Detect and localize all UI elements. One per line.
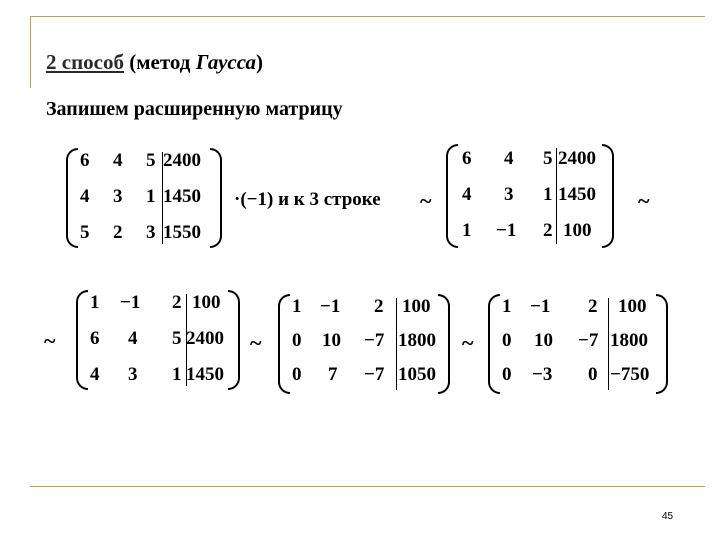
cell: 1 <box>462 220 472 241</box>
matrix-5 <box>488 294 668 394</box>
page-number: 45 <box>662 511 674 522</box>
cell: 1 <box>90 292 100 313</box>
cell: 1550 <box>163 222 201 243</box>
cell: −1 <box>120 292 141 313</box>
matrix-2-left-bracket <box>446 144 458 248</box>
title-paren-close: ) <box>256 50 263 74</box>
matrix-5-divider <box>608 298 609 390</box>
cell: 4 <box>462 184 472 205</box>
cell: 1 <box>543 184 553 205</box>
matrix-2-right-bracket <box>602 144 614 248</box>
cell: 1450 <box>558 184 596 205</box>
equivalence-sign-3: ~ <box>44 328 56 353</box>
cell: 100 <box>192 292 221 313</box>
cell: 100 <box>402 296 431 317</box>
cell: 0 <box>502 364 512 385</box>
cell: 5 <box>172 328 182 349</box>
cell: 3 <box>128 364 138 385</box>
cell: 7 <box>328 364 338 385</box>
equivalence-sign-4: ~ <box>250 330 262 355</box>
frame-left-line <box>30 16 31 88</box>
cell: 10 <box>322 330 341 351</box>
cell: 1450 <box>163 186 201 207</box>
cell: 1 <box>172 364 182 385</box>
cell: 2 <box>113 222 123 243</box>
cell: 3 <box>504 184 514 205</box>
matrix-1 <box>66 148 222 248</box>
matrix-1-right-bracket <box>210 148 222 248</box>
cell: 2 <box>588 296 598 317</box>
cell: 1050 <box>398 364 436 385</box>
cell: 3 <box>146 222 156 243</box>
matrix-4-right-bracket <box>438 294 450 394</box>
cell: 0 <box>588 364 598 385</box>
cell: 5 <box>146 150 156 171</box>
cell: −3 <box>532 364 553 385</box>
cell: 5 <box>80 222 90 243</box>
cell: 0 <box>292 364 302 385</box>
cell: 5 <box>543 148 553 169</box>
title-method-number: 2 способ <box>46 50 124 74</box>
cell: 4 <box>90 364 100 385</box>
title-paren-open: (метод <box>124 50 196 74</box>
cell: −7 <box>578 330 599 351</box>
cell: 1 <box>146 186 156 207</box>
cell: 1 <box>502 296 512 317</box>
cell: 1800 <box>398 330 436 351</box>
cell: 4 <box>80 186 90 207</box>
slide-title <box>46 50 263 75</box>
cell: 100 <box>618 296 647 317</box>
cell: 1450 <box>186 364 224 385</box>
cell: 2400 <box>558 148 596 169</box>
matrix-2-divider <box>556 148 557 244</box>
matrix-4-left-bracket <box>278 294 290 394</box>
cell: 4 <box>113 150 123 171</box>
cell: −750 <box>610 364 650 385</box>
cell: −1 <box>530 296 551 317</box>
frame-top-line <box>30 16 705 17</box>
matrix-5-right-bracket <box>656 294 668 394</box>
cell: 2 <box>172 292 182 313</box>
cell: −7 <box>364 364 385 385</box>
cell: 0 <box>502 330 512 351</box>
frame-bottom-line <box>30 486 705 487</box>
matrix-2 <box>446 144 614 248</box>
matrix-4-divider <box>396 298 397 390</box>
cell: 1 <box>292 296 302 317</box>
cell: 10 <box>534 330 553 351</box>
matrix-5-left-bracket <box>488 294 500 394</box>
row-operation-text: ·(−1) и к 3 строке <box>234 189 381 210</box>
cell: 2400 <box>163 150 201 171</box>
equivalence-sign-2: ~ <box>638 188 650 213</box>
cell: 2 <box>543 220 553 241</box>
cell: 100 <box>563 220 592 241</box>
cell: 3 <box>113 186 123 207</box>
matrix-1-left-bracket <box>66 148 78 248</box>
equivalence-sign-1: ~ <box>420 188 432 213</box>
cell: 6 <box>462 148 472 169</box>
cell: 2 <box>374 296 384 317</box>
cell: −1 <box>496 220 517 241</box>
cell: 2400 <box>186 328 224 349</box>
matrix-3-left-bracket <box>76 290 88 390</box>
cell: 0 <box>292 330 302 351</box>
cell: −1 <box>320 296 341 317</box>
equivalence-sign-5: ~ <box>462 330 474 355</box>
cell: 1800 <box>610 330 648 351</box>
cell: −7 <box>364 330 385 351</box>
matrix-3 <box>76 290 240 390</box>
title-method-name: Гаусса <box>195 50 256 74</box>
matrix-3-right-bracket <box>228 290 240 390</box>
cell: 4 <box>504 148 514 169</box>
matrix-4 <box>278 294 450 394</box>
slide-subtitle: Запишем расширенную матрицу <box>46 98 343 120</box>
cell: 4 <box>128 328 138 349</box>
cell: 6 <box>80 150 90 171</box>
cell: 6 <box>90 328 100 349</box>
